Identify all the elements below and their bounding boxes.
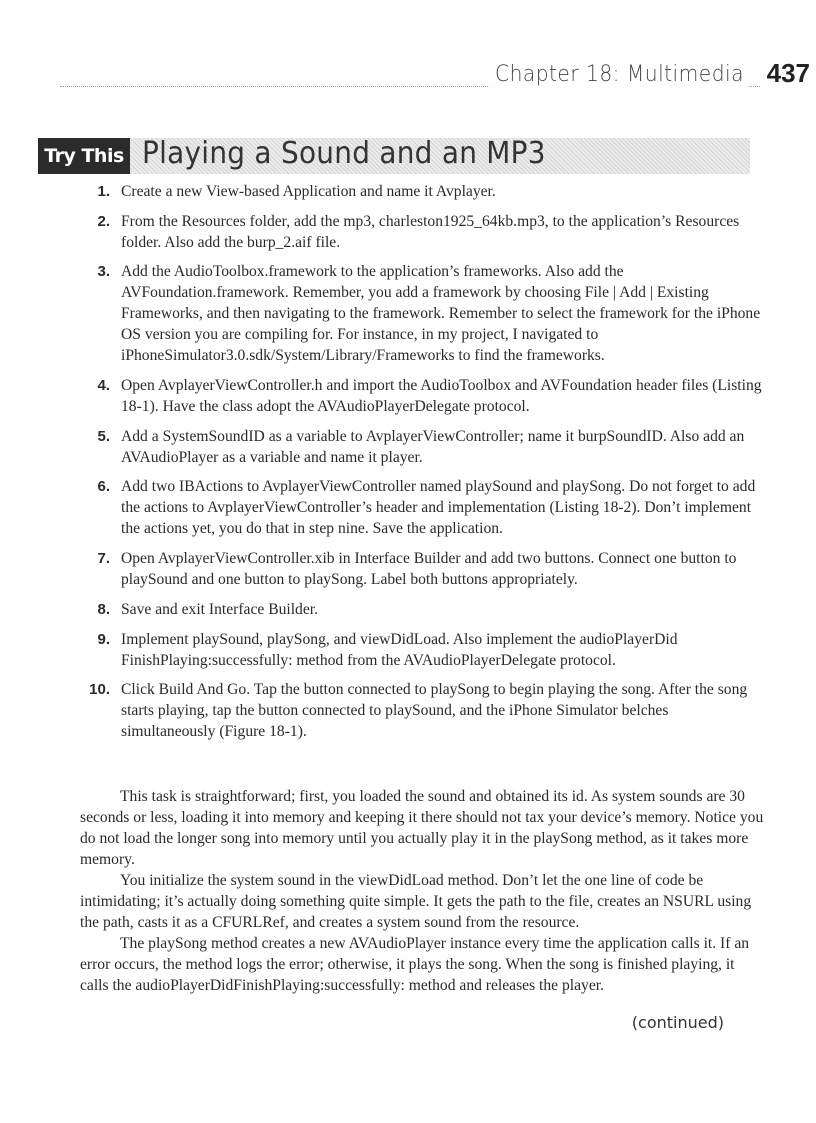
step-text: Save and exit Interface Builder. <box>121 600 319 618</box>
step-number: 2. <box>97 212 110 230</box>
step-number: 6. <box>97 478 110 496</box>
step-number: 9. <box>97 630 110 648</box>
step-text: Implement playSound, playSong, and viewDidLoad. Also implement the audioPlayerDid FinishPlaying:successfully: method from the AVAudioPlayerDelegate protocol. <box>121 630 678 669</box>
step-text: Create a new View-based Application and name it Avplayer. <box>121 183 496 200</box>
step-item <box>0 679 816 742</box>
step-item <box>0 375 816 417</box>
step-text: From the Resources folder, add the mp3, charleston1925_64kb.mp3, to the application’s Resources folder. Also add the burp_2.aif file. <box>121 212 740 251</box>
step-item <box>0 261 816 366</box>
step-item <box>0 211 816 253</box>
step-item <box>0 181 816 202</box>
step-number: 10. <box>89 681 110 699</box>
steps-list <box>0 181 816 751</box>
chapter-title: Chapter 18: Multimedia <box>490 60 748 90</box>
body-text <box>80 786 766 996</box>
step-text: Add the AudioToolbox.framework to the application’s frameworks. Also add the AVFoundation.framework. Remember, you add a framework by choosing File | Add | Existing Frameworks, and then navigating to the framework. Remember to select the framework for the iPhone OS version you are compiling for. For instance, in my project, I navigated to iPhoneSimulator3.0.sdk/System/Library/Frameworks to find the frameworks. <box>121 263 761 365</box>
page-number: 437 <box>761 58 810 88</box>
step-text: Add a SystemSoundID as a variable to AvplayerViewController; name it burpSoundID. Also add an AVAudioPlayer as a variable and name it player. <box>121 427 745 466</box>
step-text: Open AvplayerViewController.h and import the AudioToolbox and AVFoundation header files (Listing 18-1). Have the class adopt the AVAudioPlayerDelegate protocol. <box>121 377 762 416</box>
step-item <box>0 426 816 468</box>
step-number: 1. <box>97 183 110 200</box>
step-number: 7. <box>97 550 110 568</box>
body-paragraph: You initialize the system sound in the viewDidLoad method. Don’t let the one line of code be intimidating; it’s actually doing something quite simple. It gets the path to the file, creates an NSURL using the path, casts it as a CFURLRef, and creates a system sound from the resource. <box>80 872 752 931</box>
step-number: 3. <box>97 263 110 281</box>
running-header <box>60 60 810 92</box>
body-paragraph: The playSong method creates a new AVAudioPlayer instance every time the application calls it. If an error occurs, the method logs the error; otherwise, it plays the song. When the song is finished playing, it calls the audioPlayerDidFinishPlaying:successfully: method and releases the player. <box>80 935 750 994</box>
step-number: 8. <box>97 600 110 618</box>
step-text: Click Build And Go. Tap the button connected to playSong to begin playing the song. After the song starts playing, tap the button connected to playSound, and the iPhone Simulator belches simultaneously (Figure 18-1). <box>121 681 748 741</box>
try-this-badge: Try This <box>38 138 130 174</box>
step-item <box>0 548 816 590</box>
section-title-bar <box>38 138 750 174</box>
section-title: Playing a Sound and an MP3 <box>142 136 546 171</box>
step-item <box>0 476 816 539</box>
step-number: 4. <box>97 377 110 395</box>
step-text: Add two IBActions to AvplayerViewController named playSound and playSong. Do not forget to add the actions to AvplayerViewController’s header and implementation (Listing 18-2). Don’t implement the actions yet, you do that in step nine. Save the application. <box>121 478 756 538</box>
step-number: 5. <box>97 427 110 445</box>
step-text: Open AvplayerViewController.xib in Interface Builder and add two buttons. Connect one button to playSound and one button to playSong. Label both buttons appropriately. <box>121 550 737 589</box>
step-item <box>0 629 816 671</box>
body-paragraph: This task is straightforward; first, you loaded the sound and obtained its id. As system sounds are 30 seconds or less, loading it into memory and keeping it there should not tax your device’s memory. Notice you do not load the longer song into memory until you actually play it in the playSong method, as it takes more memory. <box>80 788 764 868</box>
step-item <box>0 599 816 620</box>
continued-label: (continued) <box>631 1013 724 1032</box>
